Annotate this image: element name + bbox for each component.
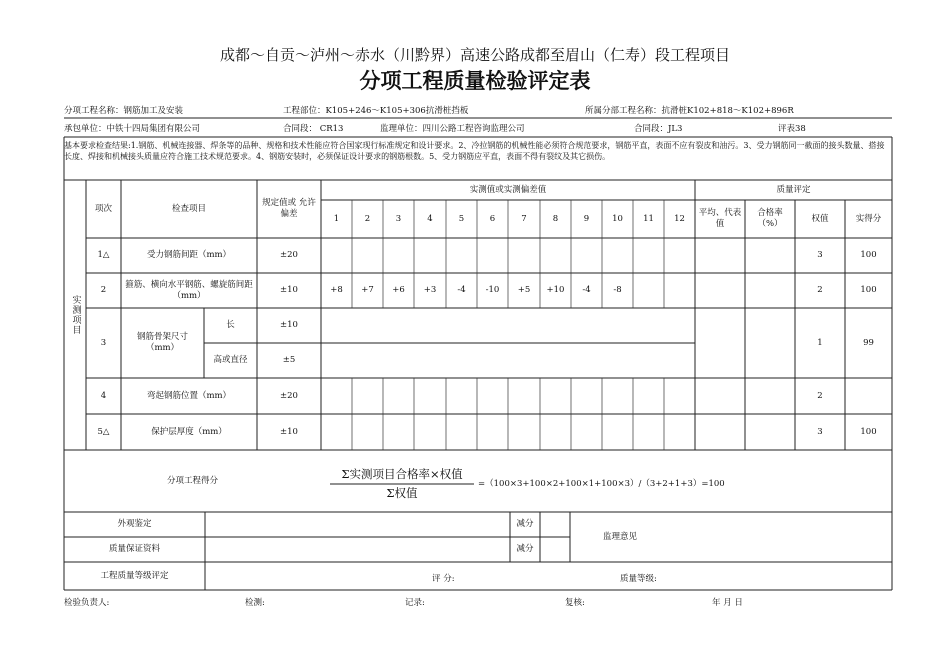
supervision-opinion-label: 监理意见 [602, 531, 637, 542]
row5-weight: 3 [817, 426, 823, 437]
row2-score: 100 [860, 285, 877, 295]
col-num-5: 5 [458, 213, 465, 224]
row2-val-6: -10 [485, 285, 500, 295]
form-title: 分项工程质量检验评定表 [359, 68, 591, 93]
col-spec-header: 规定值或 允许偏差 [262, 198, 316, 219]
row4-weight: 2 [817, 390, 823, 401]
score-label: 分项工程得分 [166, 475, 218, 486]
col-num-9: 9 [583, 213, 590, 224]
row2-val-2: +7 [361, 285, 374, 295]
score-denominator: Σ权值 [386, 486, 418, 500]
col-num-3: 3 [395, 213, 402, 224]
col-num-11: 11 [643, 213, 654, 224]
row1-spec: ±20 [280, 250, 298, 260]
row3-sub1: 长 [226, 320, 235, 330]
row2-item: 箍筋、横向水平钢筋、螺旋筋间距（mm） [125, 279, 253, 301]
col-measured-header: 实测值或实测偏差值 [469, 184, 547, 195]
supervisor: 监理单位：四川公路工程咨询监理公司 [380, 124, 525, 134]
row3-spec2: ±5 [282, 355, 296, 365]
row2-val-1: +8 [330, 285, 343, 295]
basic-requirements: 基本要求检查结果:1.钢筋、机械连接器、焊条等的品种、规格和技术性能应符合国家现行标准规定和设计要求。2、冷拉钢筋的机械性能必须符合规范要求，钢筋平直，表面不应有裂皮和油污。3、受力钢筋同一截面的接头数量、搭接长度、焊接和机械接头质量应符合施工技术规范要求。4、钢筋安装时，必须保证设计要求的钢筋根数。5、受力钢筋应平直，表面不得有裂纹及其它损伤。 [64, 141, 885, 161]
row2-val-7: +5 [517, 285, 531, 295]
row2-val-10: -8 [613, 285, 622, 295]
col-num-6: 6 [489, 213, 496, 224]
contractor: 承包单位：中铁十四局集团有限公司 [64, 124, 201, 134]
row4-item: 弯起钢筋位置（mm） [146, 390, 232, 401]
col-num-8: 8 [552, 213, 559, 224]
side-label: 实测项目 [70, 295, 81, 335]
grade-label: 工程质量等级评定 [100, 570, 169, 581]
row2-spec: ±10 [280, 285, 298, 295]
col-num-7: 7 [521, 213, 527, 224]
row5-item: 保护层厚度（mm） [151, 426, 227, 437]
col-num-4: 4 [427, 213, 433, 224]
quality-docs-label: 质量保证资料 [108, 544, 160, 554]
row4-no: 4 [100, 390, 107, 401]
row5-no: 5△ [97, 426, 110, 437]
row3-score: 99 [863, 337, 874, 348]
col-quality-header: 质量评定 [776, 184, 811, 195]
appearance-deduct-label: 减分 [516, 519, 534, 529]
score-calculation: =（100×3+100×2+100×1+100×3）/（3+2+1+3）=100 [478, 479, 725, 489]
row1-weight: 3 [817, 250, 823, 260]
row3-sub2: 高或直径 [213, 355, 248, 365]
inspector-label: 检验负责人: [64, 598, 110, 608]
col-num-12: 12 [674, 213, 685, 224]
subproject-name: 分项工程名称：钢筋加工及安装 [64, 106, 184, 116]
parent-project: 所属分部工程名称：抗滑桩K102+818～K102+896R [585, 106, 794, 116]
col-weight-header: 权值 [811, 213, 829, 224]
contract-section: 合同段： CR13 [283, 124, 344, 134]
score-numerator: Σ实测项目合格率×权值 [341, 467, 463, 481]
row3-spec1: ±10 [280, 320, 298, 330]
date-label: 年 月 日 [712, 598, 743, 608]
col-rate-header: 合格率（%） [757, 208, 783, 229]
row1-score: 100 [860, 250, 877, 260]
row1-no: 1△ [97, 250, 110, 260]
col-avg-header: 平均、代表值 [698, 208, 742, 229]
row2-val-4: +3 [423, 285, 437, 295]
col-num-2: 2 [364, 213, 371, 224]
col-item-no-header: 项次 [94, 203, 112, 214]
quality-grade-label: 质量等级: [620, 574, 657, 584]
row4-spec: ±20 [280, 390, 298, 401]
row2-val-3: +6 [392, 285, 405, 295]
col-score-header: 实得分 [855, 213, 882, 224]
row5-spec: ±10 [280, 426, 298, 437]
row2-val-9: -4 [582, 285, 591, 295]
checker-label: 检测: [245, 598, 265, 608]
appearance-label: 外观鉴定 [117, 519, 152, 529]
reviewer-label: 复核: [565, 598, 585, 608]
row1-item: 受力钢筋间距（mm） [146, 250, 232, 260]
row2-val-8: +10 [546, 285, 565, 295]
recorder-label: 记录: [405, 598, 425, 608]
form-number: 评表38 [778, 124, 806, 134]
row3-weight: 1 [817, 337, 823, 348]
project-subtitle: 成都～自贡～泸州～赤水（川黔界）高速公路成都至眉山（仁寿）段工程项目 [219, 46, 730, 64]
col-num-1: 1 [333, 213, 340, 224]
row3-no: 3 [100, 337, 107, 348]
rating-label: 评 分: [432, 574, 455, 584]
row5-score: 100 [860, 426, 877, 437]
row2-no: 2 [100, 285, 107, 295]
row2-weight: 2 [817, 285, 823, 295]
quality-docs-deduct-label: 减分 [516, 544, 534, 554]
work-location: 工程部位：K105+246～K105+306抗滑桩挡板 [283, 106, 469, 116]
col-item-header: 检查项目 [171, 203, 206, 214]
col-num-10: 10 [612, 213, 623, 224]
row2-val-5: -4 [457, 285, 466, 295]
row3-item: 钢筋骨架尺寸（mm） [136, 332, 188, 353]
supervision-contract-section: 合同段：JL3 [634, 124, 683, 134]
